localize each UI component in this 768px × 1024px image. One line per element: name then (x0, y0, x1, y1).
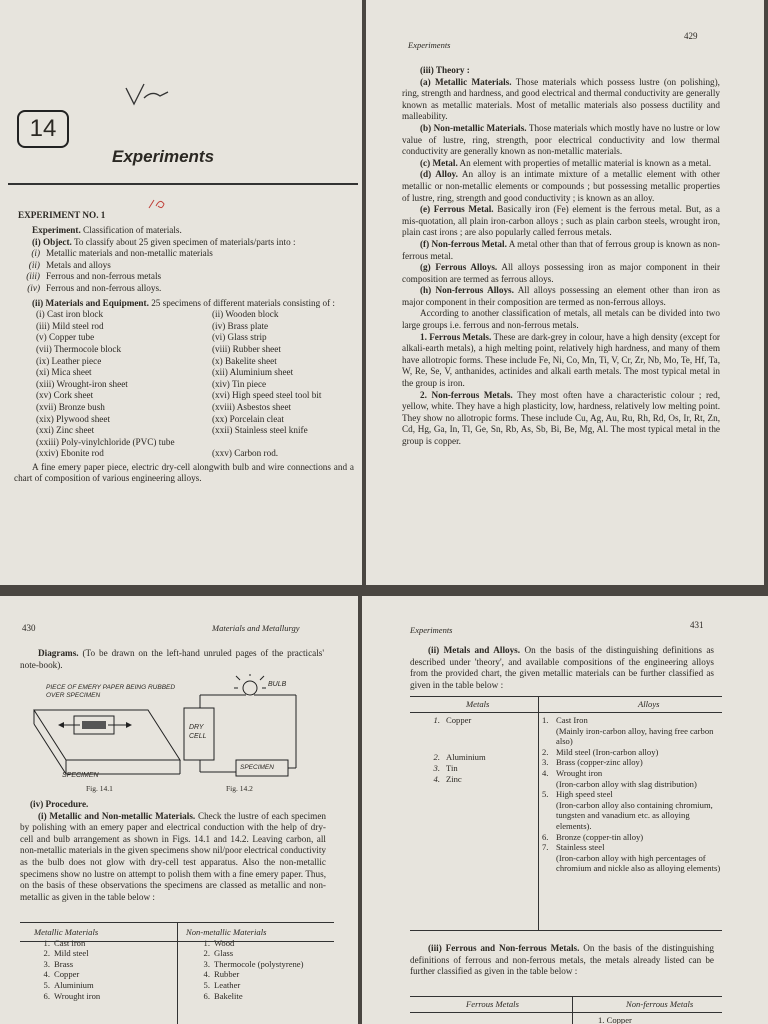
theory-paragraph-text: They most often have a characteristic colour ; red, yellow, white. They have a high plasticity, low, hardness, relatively low melting point. They show no allotropic forms. These include Cu, Ag, Au, Ru, Rh, Rd, Os, Ir, Rt, Zn, Cd, Hg, Ga, In, Tl, Ge, Sn, Rb, As, Sb, Bi, Be, Mg, Al. The most typical metal in the group is copper. (402, 389, 720, 446)
alloy-item-name: Mild steel (Iron-carbon alloy) (556, 746, 659, 757)
object-item-text: Metals and alloys (46, 259, 111, 270)
alloy-item-body (556, 832, 643, 843)
running-head: Materials and Metallurgy (212, 623, 300, 633)
procedure-section (20, 799, 326, 903)
specimen-item: (xxiii) Poly-vinylchloride (PVC) tube (36, 436, 175, 447)
specimen-row (14, 390, 354, 402)
theory-paragraph-text: According to another classification of metals, all metals can be divided into two large groups i.e. ferrous and non-ferrous metals. (402, 308, 720, 331)
diagrams-paragraph (20, 648, 324, 671)
specimen-item: (vii) Thermocole block (36, 343, 122, 354)
specimen-item: (xix) Plywood sheet (36, 413, 111, 424)
object-item (14, 283, 354, 295)
fig2-cell-label (189, 724, 207, 741)
theory-paragraph (402, 285, 720, 308)
theory-heading: (iii) Theory : (420, 65, 470, 75)
specimen-item: (xviii) Asbestos sheet (212, 401, 292, 412)
experiment-title-rest: Classification of materials. (83, 225, 182, 235)
table-cell: 1. (43, 937, 50, 948)
theory-paragraph (402, 123, 720, 158)
alloy-item-num: 5. (542, 789, 549, 800)
metal-item-text: Tin (446, 763, 458, 773)
ferrous-table-header-rule (410, 1012, 722, 1013)
alloy-item-detail: (Iron-carbon alloy with slag distribution) (556, 778, 697, 789)
chapter-title: Experiments (112, 147, 215, 166)
fig1-label-top: PIECE OF EMERY PAPER BEING RUBBED OVER SPECIMEN (46, 684, 176, 699)
metal-item-text: Aluminium (446, 752, 486, 762)
ferrous-table-top-rule (410, 996, 722, 997)
theory-paragraph (402, 308, 720, 331)
specimen-row (14, 344, 354, 356)
theory-paragraph-text: An alloy is an intimate mixture of a metallic element with other metallic or non-metallic elements or compounds ; but possessing metallic properties of lustre, ring, strength and good conductivity ; is known as an alloy. (402, 169, 720, 203)
specimen-item: (vi) Glass strip (212, 332, 267, 343)
alloy-item-body (556, 789, 722, 831)
table-cell: 1. (203, 937, 210, 948)
fig1-caption: Fig. 14.1 (86, 784, 113, 793)
object-item-num: (iv) (27, 282, 40, 293)
specimen-item: (xvi) High speed steel tool bit (212, 390, 322, 401)
theory-paragraph (402, 204, 720, 239)
specimen-row (14, 402, 354, 414)
specimen-row (14, 379, 354, 391)
theory-paragraph-lead: (f) Non-ferrous Metal. (420, 238, 507, 249)
object-paragraph (14, 237, 354, 249)
nonferrous-table-header: Non-ferrous Metals (626, 999, 694, 1009)
page-number: 429 (684, 31, 698, 41)
running-head: Experiments (410, 625, 453, 635)
nonferrous-first-item: 1. Copper (598, 1015, 632, 1024)
diagrams-text: (To be drawn on the left-hand unruled pages of the practicals' note-book). (20, 648, 325, 670)
alloy-item (542, 842, 722, 874)
experiment-title-line (14, 225, 354, 237)
metals-alloys-paragraph (410, 645, 714, 691)
fig2-cell-label-2: CELL (189, 732, 207, 740)
ferrous-text: On the basis of the distinguishing definitions of ferrous and non-ferrous metals, the metals already listed can be further classified as given in the table below : (410, 943, 715, 977)
alloy-item-body (556, 768, 697, 789)
experiment-heading: EXPERIMENT NO. 1 (18, 210, 106, 220)
table-cell: Copper (54, 969, 80, 980)
object-text: To classify about 25 given specimen of materials/parts into : (73, 236, 296, 247)
alloy-item (542, 747, 722, 758)
theory-paragraph (402, 239, 720, 262)
object-item-text: Ferrous and non-ferrous metals (46, 271, 162, 282)
object-label: (i) Object. (32, 236, 72, 247)
specimen-list (14, 309, 354, 460)
table-cell: Cast iron (54, 937, 86, 948)
table-cell: 4. (43, 969, 50, 980)
experiment-title-lead: Experiment. (32, 225, 81, 235)
specimen-row (14, 309, 354, 321)
theory-paragraph-lead: (g) Ferrous Alloys. (420, 262, 498, 273)
theory-paragraph-text: All alloys possessing iron as major component in their composition are termed as ferrous alloys. (402, 262, 721, 284)
metal-item-num: 3. (433, 763, 440, 773)
table-header-metallic: Metallic Materials (34, 927, 99, 937)
table-cell: Wood (214, 937, 235, 948)
theory-paragraphs (402, 77, 720, 448)
procedure-paragraph (20, 811, 326, 904)
metal-item-text: Zinc (446, 774, 462, 784)
theory-paragraph-lead: (b) Non-metallic Materials. (420, 122, 527, 133)
running-head: Experiments (408, 40, 451, 50)
specimen-row (14, 448, 354, 460)
table-cell: Brass (54, 958, 74, 969)
page-number: 430 (22, 623, 36, 633)
alloy-table-header-metals: Metals (466, 699, 490, 709)
specimen-row (14, 332, 354, 344)
procedure-heading: (iv) Procedure. (30, 799, 89, 809)
procedure-text: Check the lustre of each specimen by polishing with an emery paper and electrical conduction with the help of dry-cell and bulb arrangement as shown in Figs. 14.1 and 14.2. Leaving carbon, all non-metallic materials in the given specimens show nil/poor electrical conductivity as the bulb does not glow with dry-cell test apparatus. Also the non-metallic specimens show no lustre on attempt to polish them with a fine emery paper. Thus, on the basis of these observations the specimens are classed as metallic and non-metallic as given in the table below : (20, 810, 326, 902)
object-item-text: Ferrous and non-ferrous alloys. (46, 282, 162, 293)
object-item-num: (i) (31, 248, 40, 259)
diagrams-lead: Diagrams. (38, 648, 79, 658)
specimen-item: (x) Bakelite sheet (212, 355, 277, 366)
fig2-caption: Fig. 14.2 (226, 784, 253, 793)
specimen-item: (i) Cast iron block (36, 309, 104, 320)
specimen-item: (xxv) Carbon rod. (212, 448, 279, 459)
specimen-item: (ii) Wooden block (212, 309, 279, 320)
specimen-item: (xxi) Zinc sheet (36, 425, 95, 436)
specimen-item: (viii) Rubber sheet (212, 343, 281, 354)
specimen-row (14, 437, 354, 449)
experiment-body (14, 225, 354, 485)
metal-item-num: 2. (433, 752, 440, 762)
theory-paragraph-text: A metal other than that of ferrous group is known as non-ferrous metal. (402, 238, 721, 261)
object-item-num: (iii) (26, 271, 40, 282)
fig1-drawing (28, 700, 188, 790)
table-cell: Rubber (214, 969, 240, 980)
table-cell: Mild steel (54, 948, 89, 959)
page-bottom-right (362, 596, 768, 1024)
specimen-item: (xiii) Wrought-iron sheet (36, 378, 128, 389)
alloy-item-body (556, 715, 722, 747)
metal-item (422, 715, 471, 725)
theory-section (402, 65, 720, 448)
alloy-item (542, 832, 722, 843)
ferrous-table-divider (572, 996, 573, 1024)
table-cell: Bakelite (214, 990, 243, 1001)
alloy-table-bottom-rule (410, 930, 722, 931)
theory-paragraph-text: All alloys possessing an element other than iron as major component in their composition are termed as non-ferrous alloys. (402, 285, 720, 307)
metal-item (422, 774, 462, 784)
chapter-rule (8, 183, 358, 185)
alloy-item-num: 4. (542, 767, 549, 778)
alloys-column (542, 715, 722, 874)
table-cell: Aluminium (54, 979, 94, 990)
table-cell: Wrought iron (54, 990, 101, 1001)
theory-paragraph (402, 390, 720, 448)
specimen-row (14, 414, 354, 426)
table-header-nonmetallic: Non-metallic Materials (186, 927, 267, 937)
specimen-item: (v) Copper tube (36, 332, 95, 343)
alloy-item-num: 2. (542, 746, 549, 757)
theory-paragraph-text: An element with properties of metallic material is known as a metal. (459, 157, 712, 168)
alloy-item-name: Stainless steel (556, 842, 605, 853)
alloy-item-body (556, 842, 722, 874)
fig1-specimen-label: SPECIMEN (62, 772, 99, 779)
metal-item-num: 1. (433, 715, 440, 725)
table-cell: 2. (43, 948, 50, 959)
specimen-item: (xv) Cork sheet (36, 390, 94, 401)
alloy-item (542, 789, 722, 831)
alloy-item-num: 1. (542, 715, 549, 725)
table-divider (177, 923, 178, 1024)
theory-paragraph-lead: (d) Alloy. (420, 169, 458, 180)
alloy-table-header-alloys: Alloys (638, 699, 660, 709)
alloy-item-body (556, 747, 658, 758)
theory-paragraph-lead: (c) Metal. (420, 157, 458, 168)
alloy-item-name: Cast Iron (556, 715, 588, 725)
table-cell: 6. (43, 990, 50, 1001)
theory-paragraph (402, 332, 720, 390)
procedure-lead: (i) Metallic and Non-metallic Materials. (38, 810, 196, 821)
table-cell: Leather (214, 979, 241, 990)
object-item-num: (ii) (28, 259, 40, 270)
alloy-item (542, 757, 722, 768)
table-cell: 2. (203, 948, 210, 959)
metals-alloys-text: On the basis of the distinguishing definitions as described under 'theory', and available compositions of the engineering alloys from the provided chart, the given metallic materials can be further classified as given in the table below : (410, 645, 714, 690)
specimen-item: (xiv) Tin piece (212, 378, 267, 389)
alloy-item (542, 768, 722, 789)
object-list (14, 248, 354, 294)
alloy-item-num: 3. (542, 757, 549, 768)
fig2-cell-label-1: DRY (189, 724, 204, 731)
table-cell: 3. (43, 958, 50, 969)
specimen-row (14, 367, 354, 379)
object-item-text: Metallic materials and non-metallic materials (46, 248, 213, 259)
table-cell: 4. (203, 969, 210, 980)
object-item (14, 248, 354, 260)
table-cell: 3. (203, 958, 210, 969)
specimen-row (14, 425, 354, 437)
ferrous-table-header: Ferrous Metals (466, 999, 519, 1009)
chapter-number: 14 (29, 115, 57, 142)
page-bottom-left (0, 596, 358, 1024)
metal-item-text: Copper (446, 715, 472, 725)
metals-alloys-lead: (ii) Metals and Alloys. (428, 645, 521, 655)
specimen-item: (xi) Mica sheet (36, 367, 92, 378)
fig2-bulb-label: BULB (268, 681, 287, 688)
specimen-item: (xxii) Stainless steel knife (212, 425, 308, 436)
page-top-left (0, 0, 362, 585)
handwritten-mark (122, 80, 172, 110)
specimen-item: (iii) Mild steel rod (36, 320, 104, 331)
ferrous-lead: (iii) Ferrous and Non-ferrous Metals. (428, 943, 580, 953)
specimen-item: (xvii) Bronze bush (36, 401, 105, 412)
alloy-item-name: Brass (copper-zinc alloy) (556, 757, 643, 768)
alloy-item (542, 715, 722, 747)
alloy-item-num: 6. (542, 831, 549, 842)
alloy-table-divider (538, 696, 539, 930)
metal-item-num: 4. (433, 774, 440, 784)
page-top-right (366, 0, 764, 585)
specimen-item: (ix) Leather piece (36, 355, 102, 366)
ferrous-paragraph (410, 943, 714, 978)
alloy-item-name: Wrought iron (556, 767, 603, 778)
alloy-table-header-rule (410, 712, 722, 713)
alloy-item-detail: (Iron-carbon alloy with high percentages of chromium and nickle also as alloying elements) (556, 852, 721, 874)
theory-paragraph-lead: (h) Non-ferrous Alloys. (420, 285, 514, 296)
equipment-label: (ii) Materials and Equipment. (32, 297, 149, 308)
equipment-paragraph (14, 298, 354, 310)
theory-paragraph-text: Basically iron (Fe) element is the ferrous metal. But, as a mis-quotation, all plain iron-carbon alloys ; such as plain carbon steels, wrought iron, plain cast irons ; are also popularly called ferrous metals. (402, 204, 720, 238)
alloy-item-body (556, 757, 643, 768)
theory-paragraph-text: Those materials which mostly have no lustre or low value of lustre, ring, strength, poor electrical conductivity and low thermal conductivity are generally known as non-metallic materials. (402, 122, 720, 157)
theory-paragraph (402, 169, 720, 204)
table-cell: 5. (43, 979, 50, 990)
specimen-row (14, 356, 354, 368)
alloy-item-name: High speed steel (556, 789, 613, 800)
alloy-table-top-rule (410, 696, 722, 697)
specimen-item: (iv) Brass plate (212, 320, 269, 331)
object-item (14, 260, 354, 272)
object-item (14, 271, 354, 283)
alloy-item-detail: (Iron-carbon alloy also containing chromium, tungsten and vanadium etc. as alloying elements). (556, 799, 713, 831)
chapter-number-box (17, 110, 69, 148)
specimen-item: (xxiv) Ebonite rod (36, 448, 104, 459)
handwritten-annotation (146, 196, 170, 212)
specimen-item: (xx) Porcelain cleat (212, 413, 284, 424)
theory-paragraph (402, 158, 720, 170)
alloy-item-detail: (Mainly iron-carbon alloy, having free carbon also) (556, 725, 714, 747)
metal-item (422, 752, 486, 762)
equipment-text: 25 specimens of different materials consisting of : (151, 297, 335, 308)
page-number: 431 (690, 620, 704, 630)
alloy-item-name: Bronze (copper-tin alloy) (556, 831, 644, 842)
table-cell: 6. (203, 990, 210, 1001)
theory-paragraph-text: Those materials which possess lustre (on polishing), ring, strength and hardness, and good electrical and thermal conductivity are generally known as metallic materials. Most of metallic materials also possess ductility and malleability. (402, 76, 720, 122)
metal-item (422, 763, 458, 773)
alloy-item-num: 7. (542, 842, 549, 853)
fig2-specimen-label: SPECIMEN (240, 764, 274, 771)
theory-paragraph (402, 262, 720, 285)
theory-paragraph (402, 77, 720, 123)
theory-paragraph-lead: 1. Ferrous Metals. (420, 331, 492, 342)
theory-paragraph-lead: (a) Metallic Materials. (420, 76, 512, 87)
theory-paragraph-lead: (e) Ferrous Metal. (420, 204, 494, 215)
specimen-row (14, 321, 354, 333)
table-cell: 5. (203, 979, 210, 990)
theory-paragraph-text: These are dark-grey in colour, have a high density (except for alkali-earth metals), a high melting point, relatively high hardness, and many of them have allotropic forms. These include Fe, Ni, Co, Mn, Ti, V, Cr, Zr, Nb, Mo, Te, Hf, Ta, W, Re, Se, V, anthanides, actinides and alkali earth metals. The most typical metal in the group is iron. (402, 331, 720, 389)
specimen-item: (xii) Aluminium sheet (212, 367, 294, 378)
table-cell: Glass (214, 948, 234, 959)
theory-paragraph-lead: 2. Non-ferrous Metals. (420, 389, 513, 400)
closing-paragraph: A fine emery paper piece, electric dry-cell alongwith bulb and wire connections and a chart of composition of various engineering alloys. (14, 461, 354, 484)
table-cell: Thermocole (polystyrene) (214, 958, 304, 969)
